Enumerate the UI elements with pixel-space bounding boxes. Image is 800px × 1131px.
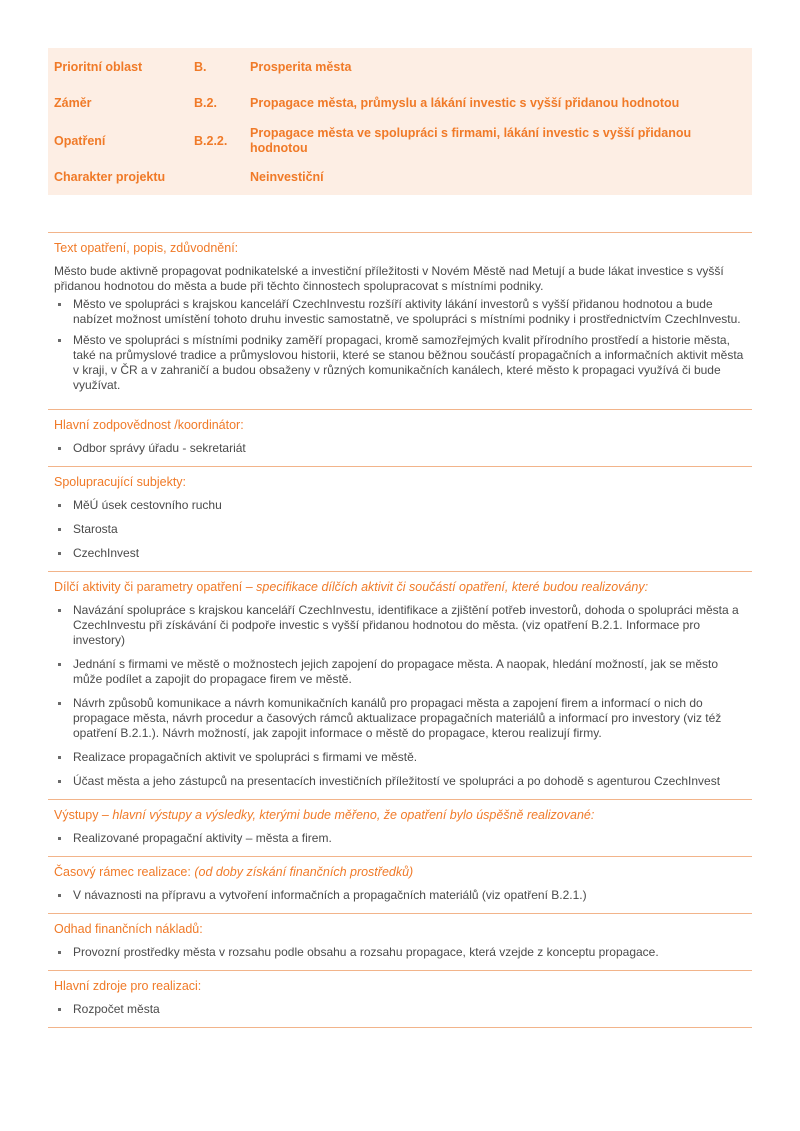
header-code: B.2. [194, 95, 217, 110]
header-label: Záměr [54, 95, 92, 110]
measure-sections [48, 232, 752, 1028]
list-item: Odbor správy úřadu - sekretariát [54, 441, 746, 456]
list-item: Účast města a jeho zástupců na presentacích investičních příležitostí ve spolupráci a po dohodě s agenturou CzechInvest [54, 774, 746, 789]
list-item: V návaznosti na přípravu a vytvoření informačních a propagačních materiálů (viz opatření B.2.1.) [54, 888, 746, 903]
list-item: Jednání s firmami ve městě o možnostech jejich zapojení do propagace města. A naopak, hledání možností, jak se město může podílet a zapojit do propagace firem ve městě. [54, 657, 746, 687]
section-costs [48, 913, 752, 970]
list-item: Starosta [54, 522, 746, 537]
section-title-note: hlavní výstupy a výsledky, kterými bude měřeno, že opatření bylo úspěšně realizované: [112, 808, 595, 822]
header-value: Propagace města, průmyslu a lákání investic s vyšší přidanou hodnotou [250, 95, 680, 110]
list-item: Návrh způsobů komunikace a návrh komunikačních kanálů pro propagaci města a zapojení firem a informací o nich do propagace města, návrh procedur a časových rámců aktualizace propagačních materiálů a informací pro investory (viz též opatření B.2.1.). Návrh možností, jak zapojit informace o městě do propagace, kterou realizují firmy. [54, 696, 746, 741]
bullet-list [54, 498, 746, 561]
section-activities [48, 571, 752, 799]
header-code: B. [194, 59, 207, 74]
section-title [54, 807, 746, 823]
measure-header-table [48, 48, 752, 195]
list-item: Město ve spolupráci s krajskou kanceláří CzechInvestu rozšíří aktivity lákání investorů s vyšší přidanou hodnotou a bude nabízet možnost umístění tohoto druhu investic samostatně, ve spolupráci s místními podniky i prostřednictvím CzechInvestu. [54, 297, 746, 327]
section-title: Spolupracující subjekty: [54, 475, 187, 489]
header-value: Prosperita města [250, 59, 352, 74]
section-paragraph: Město bude aktivně propagovat podnikatelské a investiční příležitosti v Novém Městě nad Metují a bude lákat investice s vyšší přidanou hodnotou do města a bude při těchto činnostech spolupracovat s místními podniky. [54, 264, 724, 293]
list-item: Realizované propagační aktivity – města a firem. [54, 831, 746, 846]
section-title: Hlavní zdroje pro realizaci: [54, 979, 202, 993]
bullet-list [54, 441, 746, 456]
header-value: Neinvestiční [250, 169, 324, 184]
list-item: Rozpočet města [54, 1002, 746, 1017]
header-row-measure [48, 126, 752, 156]
list-item: Realizace propagačních aktivit ve spolupráci s firmami ve městě. [54, 750, 746, 765]
section-title: Hlavní zodpovědnost /koordinátor: [54, 418, 244, 432]
section-outputs [48, 799, 752, 856]
section-title: Odhad finančních nákladů: [54, 922, 203, 936]
list-item: Provozní prostředky města v rozsahu podle obsahu a rozsahu propagace, která vzejde z konceptu propagace. [54, 945, 746, 960]
section-title-note: specifikace dílčích aktivit či součástí opatření, které budou realizovány: [256, 580, 649, 594]
section-title-note: (od doby získání finančních prostředků) [194, 865, 414, 879]
bullet-list [54, 297, 746, 393]
header-value: Propagace města ve spolupráci s firmami, lákání investic s vyšší přidanou hodnotou [250, 126, 692, 155]
header-label: Opatření [54, 133, 106, 148]
section-title-text: Výstupy – [54, 808, 109, 822]
header-label: Charakter projektu [54, 169, 166, 184]
section-description [48, 232, 752, 409]
header-row-intent [48, 96, 752, 110]
section-responsibility [48, 409, 752, 466]
section-title-text: Časový rámec realizace: [54, 865, 191, 879]
bullet-list [54, 831, 746, 846]
list-item: MěÚ úsek cestovního ruchu [54, 498, 746, 513]
section-title [54, 579, 746, 595]
list-item: Město ve spolupráci s místními podniky zaměří propagaci, kromě samozřejmých kvalit přírodního prostředí a historie města, také na průmyslové tradice a průmyslovou historii, které se stanou běžnou součástí propagačních a informačních aktivit města v kraji, v ČR a v zahraničí a budou obsaženy v různých komunikačních kanálech, které město k propagaci využívá či bude využívat. [54, 333, 746, 393]
header-row-project-character [48, 170, 752, 184]
section-title-text: Dílčí aktivity či parametry opatření – [54, 580, 253, 594]
section-timeframe [48, 856, 752, 913]
section-partners [48, 466, 752, 571]
section-title [54, 864, 746, 880]
section-title: Text opatření, popis, zdůvodnění: [54, 241, 239, 255]
section-funding [48, 970, 752, 1028]
bullet-list [54, 945, 746, 960]
header-row-priority-area [48, 60, 752, 74]
header-label: Prioritní oblast [54, 59, 143, 74]
list-item: CzechInvest [54, 546, 746, 561]
header-code: B.2.2. [194, 133, 228, 148]
bullet-list [54, 888, 746, 903]
list-item: Navázání spolupráce s krajskou kanceláří CzechInvestu, identifikace a zjištění potřeb investorů, dohoda o spolupráci města a CzechInvestu při získávání či podpoře investic s vyšší přidanou hodnotou do města. (viz opatření B.2.1. Informace pro investory) [54, 603, 746, 648]
bullet-list [54, 603, 746, 789]
bullet-list [54, 1002, 746, 1017]
